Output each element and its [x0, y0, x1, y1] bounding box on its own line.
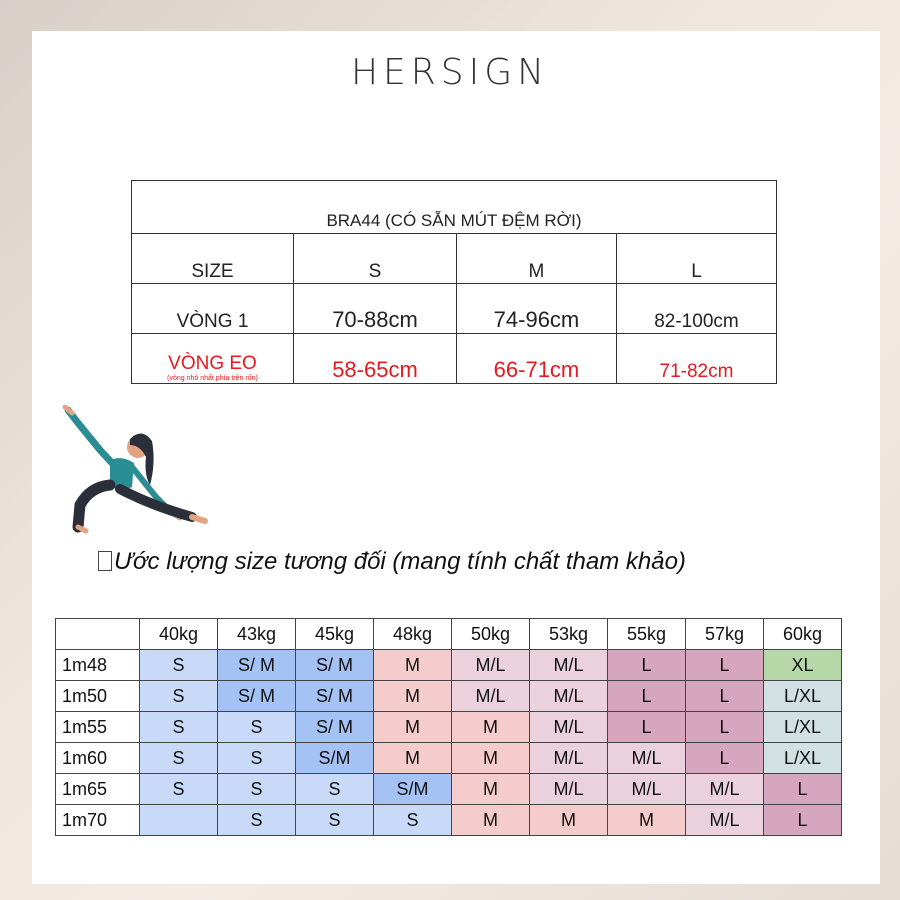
vong1-label: VÒNG 1: [132, 284, 294, 334]
size-table-title: BRA44 (CÓ SẴN MÚT ĐỆM RỜI): [132, 181, 777, 234]
size-cell: S: [140, 774, 218, 805]
weight-header: 40kg: [140, 619, 218, 650]
estimate-title: [98, 548, 686, 576]
placeholder-glyph-icon: [98, 551, 112, 571]
size-cell: M/L: [608, 743, 686, 774]
table-row: [56, 650, 842, 681]
weight-header: 48kg: [374, 619, 452, 650]
height-label: 1m65: [56, 774, 140, 805]
estimate-table: [55, 618, 842, 836]
vong1-row: [132, 284, 777, 334]
size-cell: M: [530, 805, 608, 836]
size-cell: S: [218, 712, 296, 743]
size-cell: L: [608, 650, 686, 681]
weight-header: 57kg: [686, 619, 764, 650]
size-cell: M: [452, 743, 530, 774]
table-row: [56, 712, 842, 743]
weight-header: 53kg: [530, 619, 608, 650]
size-header-row: [132, 234, 777, 284]
weight-header-row: [56, 619, 842, 650]
size-cell: S: [296, 774, 374, 805]
size-cell: M: [374, 681, 452, 712]
vong-eo-l: 71-82cm: [616, 334, 776, 384]
weight-header: 50kg: [452, 619, 530, 650]
size-cell: L: [686, 743, 764, 774]
size-cell: L: [686, 681, 764, 712]
size-cell: M/L: [530, 743, 608, 774]
vong1-m: 74-96cm: [456, 284, 616, 334]
size-cell: M/L: [530, 650, 608, 681]
table-row: [56, 743, 842, 774]
size-cell: S: [218, 743, 296, 774]
size-cell: S/M: [374, 774, 452, 805]
size-cell: L/XL: [764, 681, 842, 712]
size-table: [131, 180, 777, 384]
size-cell: L: [608, 712, 686, 743]
vong-eo-m: 66-71cm: [456, 334, 616, 384]
size-cell: M: [374, 743, 452, 774]
weight-header: 45kg: [296, 619, 374, 650]
size-cell: S: [140, 681, 218, 712]
weight-header: 43kg: [218, 619, 296, 650]
size-cell: M: [452, 712, 530, 743]
size-cell: S: [218, 805, 296, 836]
size-cell: M: [452, 805, 530, 836]
size-cell: M/L: [530, 712, 608, 743]
height-label: 1m60: [56, 743, 140, 774]
size-cell: S/M: [296, 743, 374, 774]
table-row: [56, 681, 842, 712]
size-cell: S: [296, 805, 374, 836]
size-cell: S/ M: [296, 712, 374, 743]
size-header-m: M: [456, 234, 616, 284]
size-header-s: S: [294, 234, 457, 284]
size-cell: L: [608, 681, 686, 712]
size-cell: S/ M: [296, 650, 374, 681]
size-cell: [140, 805, 218, 836]
vong-eo-row: [132, 334, 777, 384]
vong1-s: 70-88cm: [294, 284, 457, 334]
size-cell: M: [374, 712, 452, 743]
size-cell: M/L: [608, 774, 686, 805]
size-cell: L: [764, 774, 842, 805]
size-cell: M: [374, 650, 452, 681]
corner-cell: [56, 619, 140, 650]
size-cell: M/L: [686, 805, 764, 836]
size-cell: S: [374, 805, 452, 836]
size-cell: L: [686, 712, 764, 743]
size-cell: L: [686, 650, 764, 681]
vong1-l: 82-100cm: [616, 284, 776, 334]
size-cell: S: [140, 712, 218, 743]
estimate-title-text: Ước lượng size tương đối (mang tính chất tham khảo): [114, 548, 686, 575]
size-cell: S: [140, 650, 218, 681]
height-label: 1m50: [56, 681, 140, 712]
height-label: 1m55: [56, 712, 140, 743]
yoga-woman-illustration: [60, 405, 210, 535]
vong-eo-label: VÒNG EO: [168, 353, 257, 374]
size-cell: M/L: [530, 774, 608, 805]
size-cell: L/XL: [764, 743, 842, 774]
size-cell: S: [140, 743, 218, 774]
brand-logo: HERSIGN: [350, 52, 550, 93]
size-cell: XL: [764, 650, 842, 681]
size-cell: M/L: [452, 681, 530, 712]
size-cell: S/ M: [218, 650, 296, 681]
size-cell: L: [764, 805, 842, 836]
size-cell: L/XL: [764, 712, 842, 743]
size-header-label: SIZE: [132, 234, 294, 284]
vong-eo-note: (vòng nhỏ nhất phía trên rốn): [167, 375, 258, 382]
size-cell: M: [608, 805, 686, 836]
vong-eo-label-cell: [132, 334, 294, 384]
size-cell: M/L: [530, 681, 608, 712]
height-label: 1m70: [56, 805, 140, 836]
size-cell: M/L: [686, 774, 764, 805]
vong-eo-s: 58-65cm: [294, 334, 457, 384]
height-label: 1m48: [56, 650, 140, 681]
size-cell: M/L: [452, 650, 530, 681]
size-cell: M: [452, 774, 530, 805]
weight-header: 60kg: [764, 619, 842, 650]
size-cell: S/ M: [218, 681, 296, 712]
weight-header: 55kg: [608, 619, 686, 650]
size-header-l: L: [616, 234, 776, 284]
size-cell: S: [218, 774, 296, 805]
table-row: [56, 774, 842, 805]
size-cell: S/ M: [296, 681, 374, 712]
table-row: [56, 805, 842, 836]
